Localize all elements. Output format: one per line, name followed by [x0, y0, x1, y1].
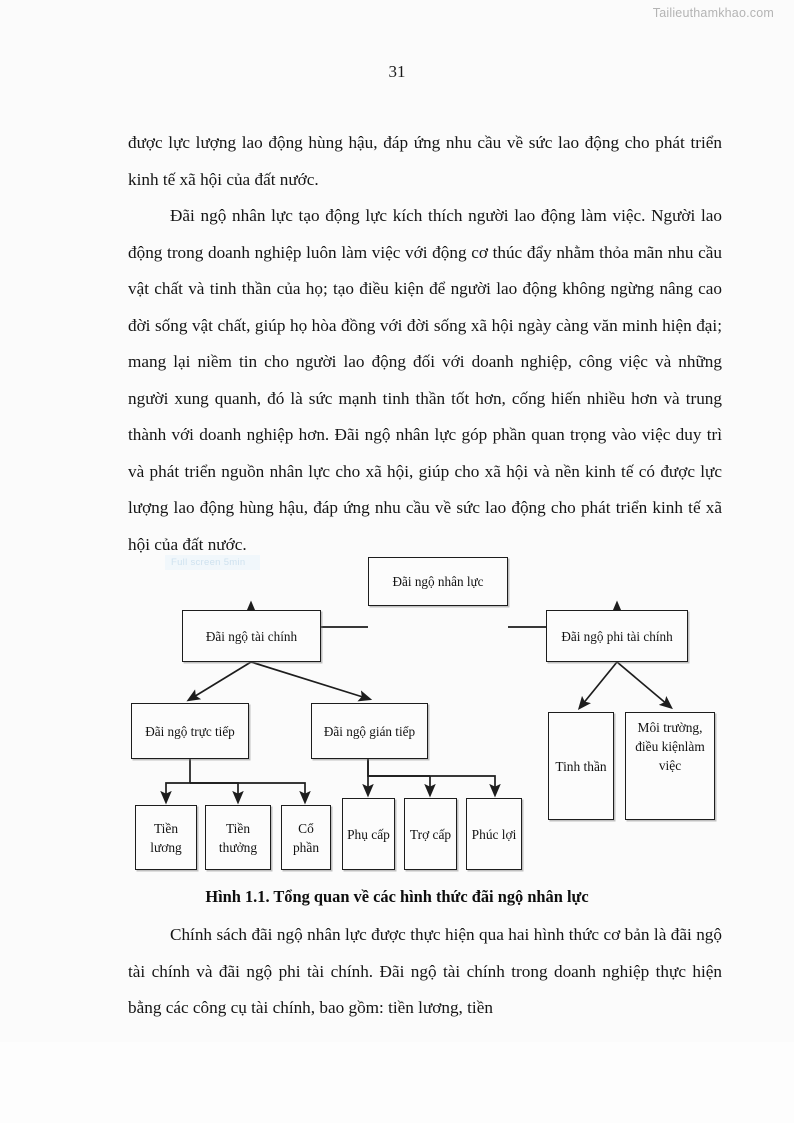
figure-watermark: Full screen 5min	[165, 555, 260, 570]
body-text-block	[128, 125, 722, 563]
site-watermark: Tailieuthamkhao.com	[652, 6, 774, 20]
paragraph-2: Đãi ngộ nhân lực tạo động lực kích thích người lao động làm việc. Người lao động trong doanh nghiệp luôn làm việc với động cơ thúc đẩy nhằm thỏa mãn nhu cầu vật chất và tinh thần của họ; tạo điều kiện để người lao động không ngừng nâng cao đời sống vật chất, giúp họ hòa đồng với đời sống xã hội ngày càng văn minh hiện đại; mang lại niềm tin cho người lao động đối với doanh nghiệp, công việc và những người xung quanh, đó là sức mạnh tinh thần tốt hơn, cống hiến nhiều hơn và trung thành với doanh nghiệp hơn. Đãi ngộ nhân lực góp phần quan trọng vào việc duy trì và phát triển nguồn nhân lực cho xã hội, giúp cho xã hội và nền kinh tế có được lực lượng lao động hùng hậu, đáp ứng nhu cầu về sức lao động cho phát triển kinh tế xã hội của đất nước.	[128, 206, 722, 554]
node-leaf-bonus: Tiền thưởng	[205, 805, 271, 870]
page-number: 31	[388, 62, 406, 81]
node-work-environment: Môi trường, điều kiệnlàm việc	[625, 712, 715, 820]
figure-diagram	[0, 545, 794, 885]
node-indirect: Đãi ngộ gián tiếp	[311, 703, 428, 759]
tail-text-block	[128, 917, 722, 1027]
node-leaf-salary: Tiền lương	[135, 805, 197, 870]
node-leaf-shares: Cổ phần	[281, 805, 331, 870]
paragraph-3: Chính sách đãi ngộ nhân lực được thực hiện qua hai hình thức cơ bản là đãi ngộ tài chính và đãi ngộ phi tài chính. Đãi ngộ tài chính trong doanh nghiệp thực hiện bằng các công cụ tài chính, bao gồm: tiền lương, tiền	[128, 925, 722, 1017]
node-root: Đãi ngộ nhân lực	[368, 557, 508, 606]
node-financial: Đãi ngộ tài chính	[182, 610, 321, 662]
node-leaf-welfare: Phúc lợi	[466, 798, 522, 870]
node-non-financial: Đãi ngộ phi tài chính	[546, 610, 688, 662]
paragraph-1: được lực lượng lao động hùng hậu, đáp ứng nhu cầu về sức lao động cho phát triển kinh tế xã hội của đất nước.	[128, 133, 722, 189]
node-leaf-allowance: Phụ cấp	[342, 798, 395, 870]
node-spirit: Tinh thần	[548, 712, 614, 820]
node-leaf-subsidy: Trợ cấp	[404, 798, 457, 870]
figure-caption: Hình 1.1. Tổng quan về các hình thức đãi ngộ nhân lực	[205, 887, 589, 906]
node-direct: Đãi ngộ trực tiếp	[131, 703, 249, 759]
